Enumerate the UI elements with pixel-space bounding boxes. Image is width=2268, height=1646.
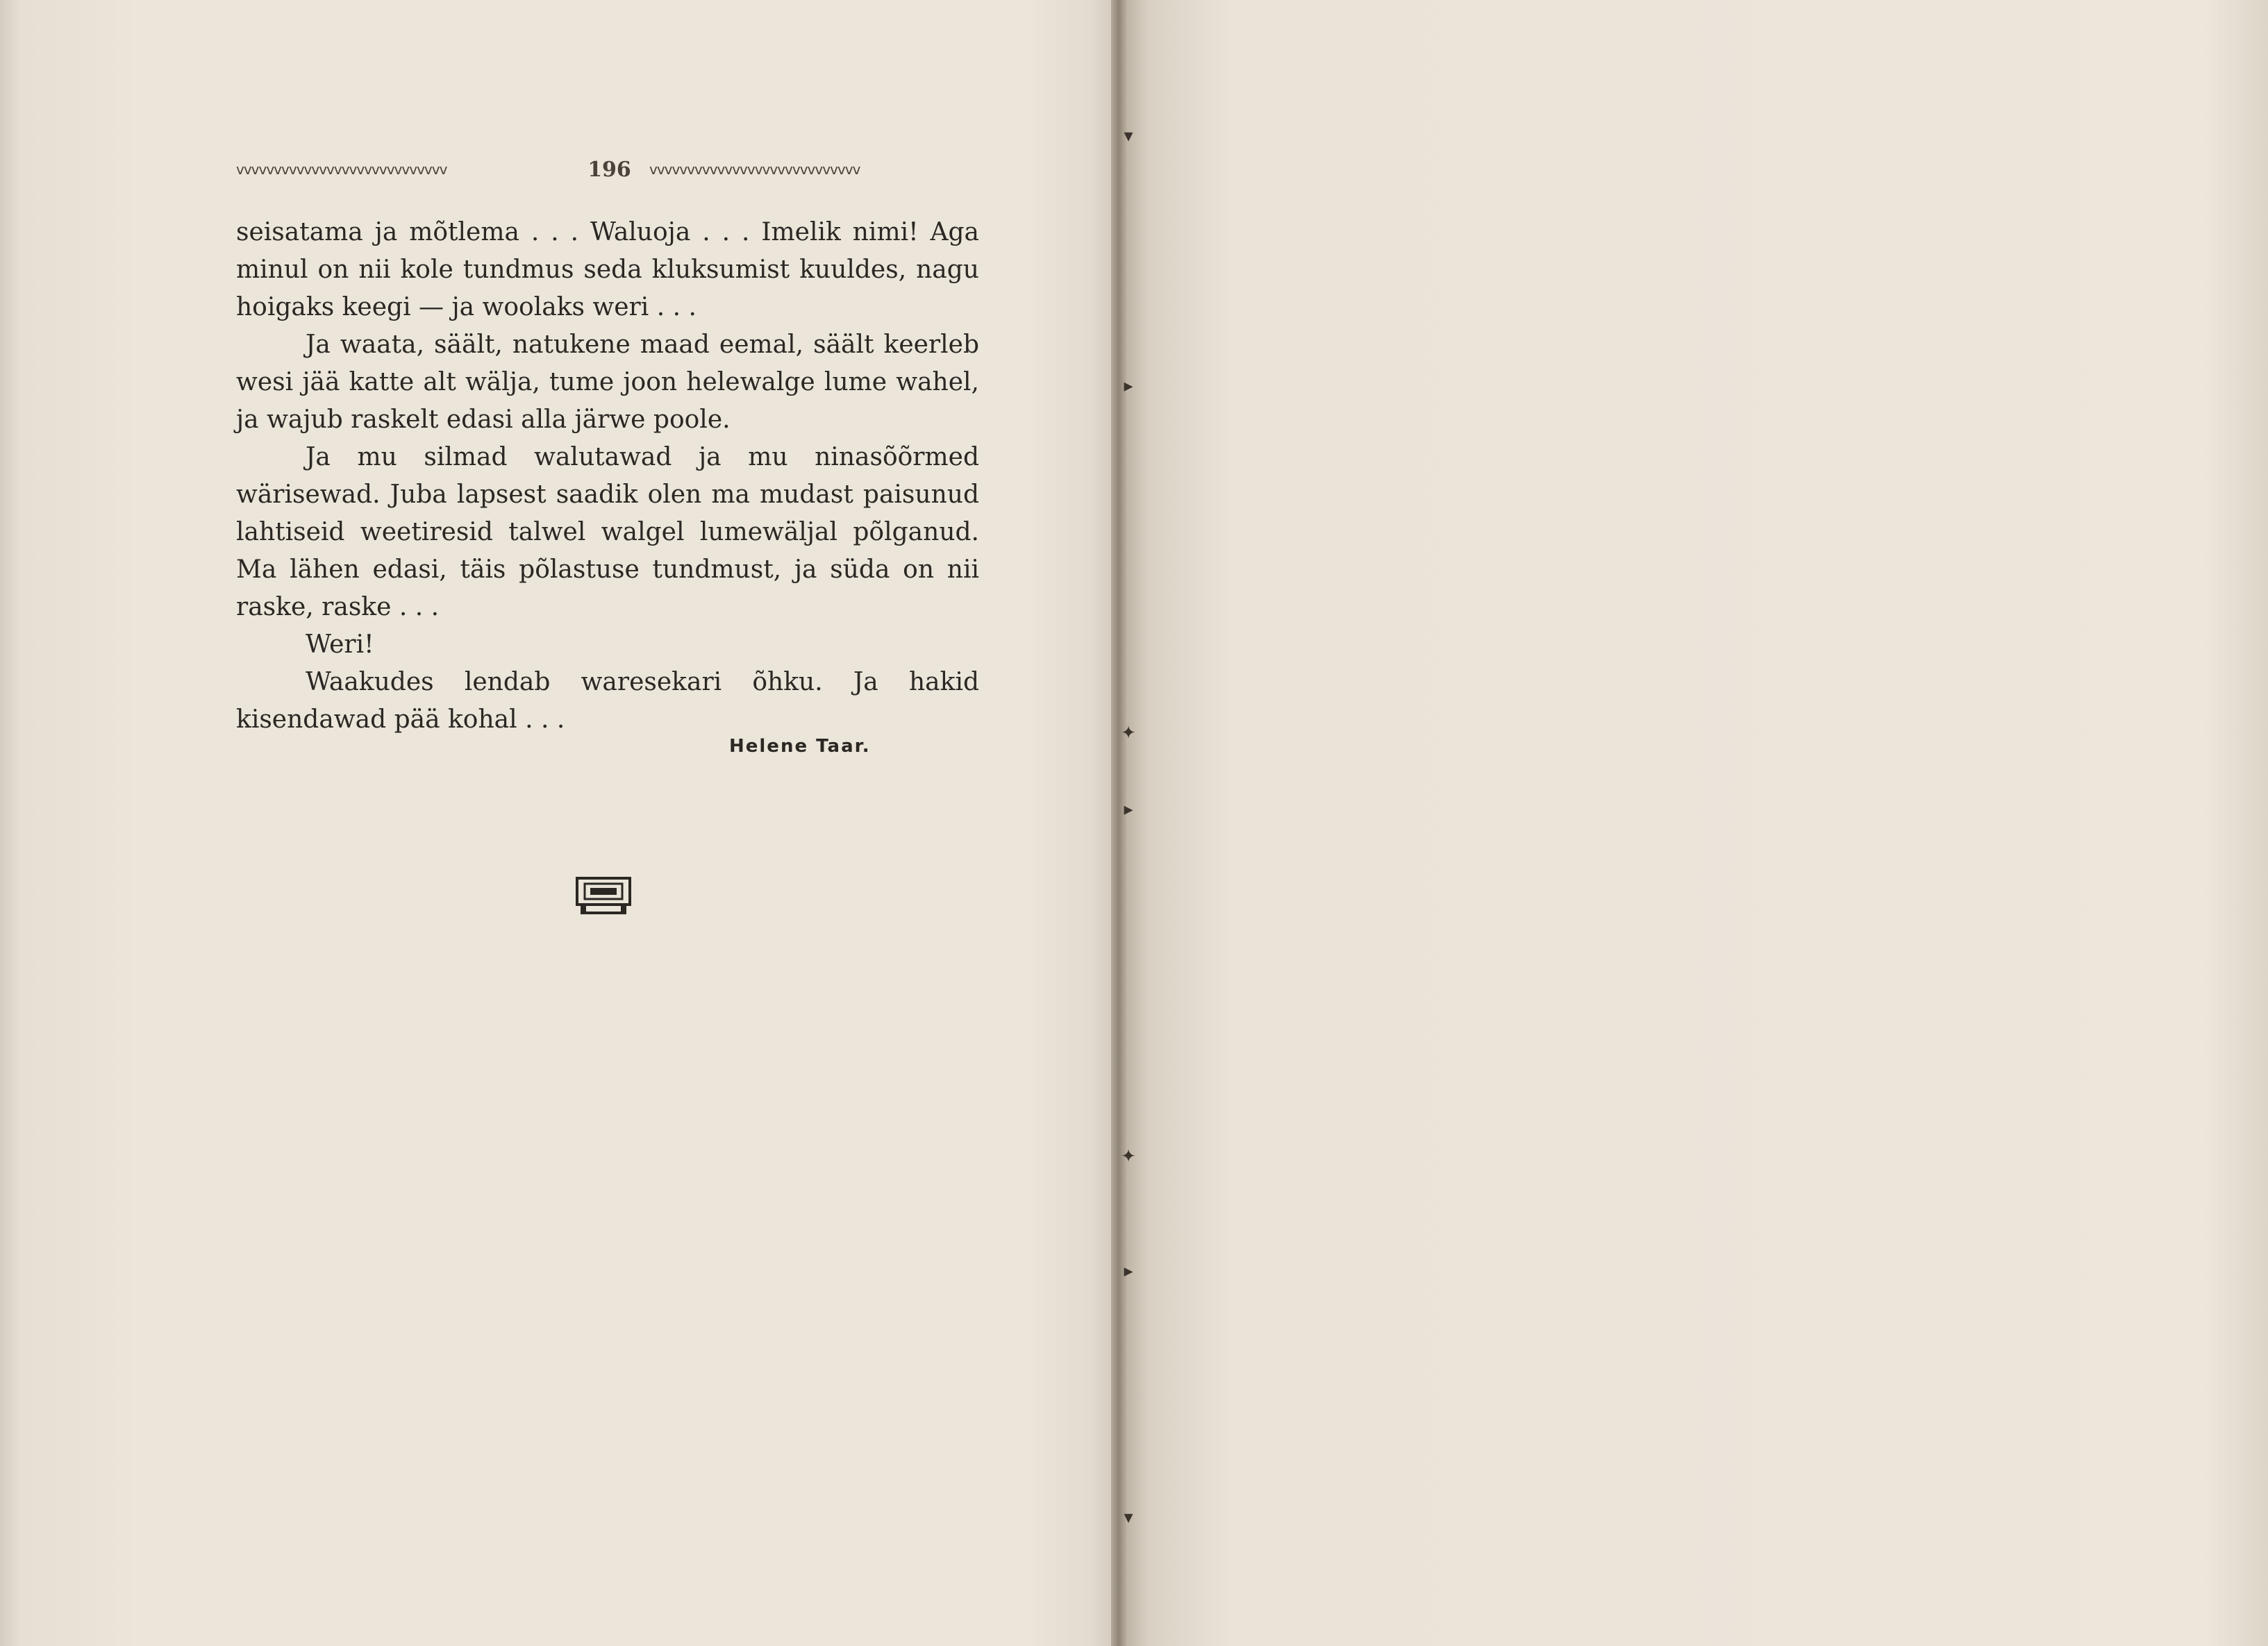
- end-ornament-icon: [575, 876, 632, 916]
- page-number: 196: [587, 157, 631, 182]
- binding-stitch-icon: ✦: [1121, 1146, 1136, 1167]
- left-page: [0, 0, 1122, 1646]
- paragraph: Ja mu silmad walutawad ja mu ninasõõrmed wärisewad. Juba lapsest saadik olen ma mudast paisunud lahtiseid weetiresid talwel walgel lumewäljal põlganud. Ma lähen edasi, täis põlastuse tundmust, ja süda on nii raske, raske . . .: [236, 443, 979, 621]
- paragraph: Waakudes lendab waresekari õhku. Ja hakid kisendawad pää kohal . . .: [236, 668, 979, 734]
- header-ornament-right: vvvvvvvvvvvvvvvvvvvvvvvvvvvv: [649, 161, 860, 178]
- binding-stitch-icon: ▾: [1124, 1507, 1133, 1528]
- binding-stitch-icon: ▸: [1124, 376, 1133, 396]
- author-signature: Helene Taar.: [729, 736, 871, 757]
- paragraph: Ja waata, säält, natukene maad eemal, säält keerleb wesi jää katte alt wälja, tume joon helewalge lume wahel, ja wajub raskelt edasi alla järwe poole.: [236, 330, 979, 434]
- binding-stitch-icon: ✦: [1121, 723, 1136, 744]
- binding-stitch-icon: ▸: [1124, 799, 1133, 820]
- binding-stitch-icon: ▸: [1124, 1261, 1133, 1282]
- left-text-block: [236, 214, 979, 739]
- binding-gutter: [1111, 0, 1126, 1646]
- binding-stitch-icon: ▾: [1124, 126, 1133, 146]
- right-page: [1122, 0, 2268, 1646]
- header-ornament-left: vvvvvvvvvvvvvvvvvvvvvvvvvvvv: [236, 161, 447, 178]
- running-head: [236, 156, 983, 183]
- paragraph: Weri!: [306, 630, 374, 659]
- paragraph: seisatama ja mõtlema . . . Waluoja . . . Imelik nimi! Aga minul on nii kole tundmus seda kluksumist kuuldes, nagu hoigaks keegi — ja woolaks weri . . .: [236, 218, 979, 321]
